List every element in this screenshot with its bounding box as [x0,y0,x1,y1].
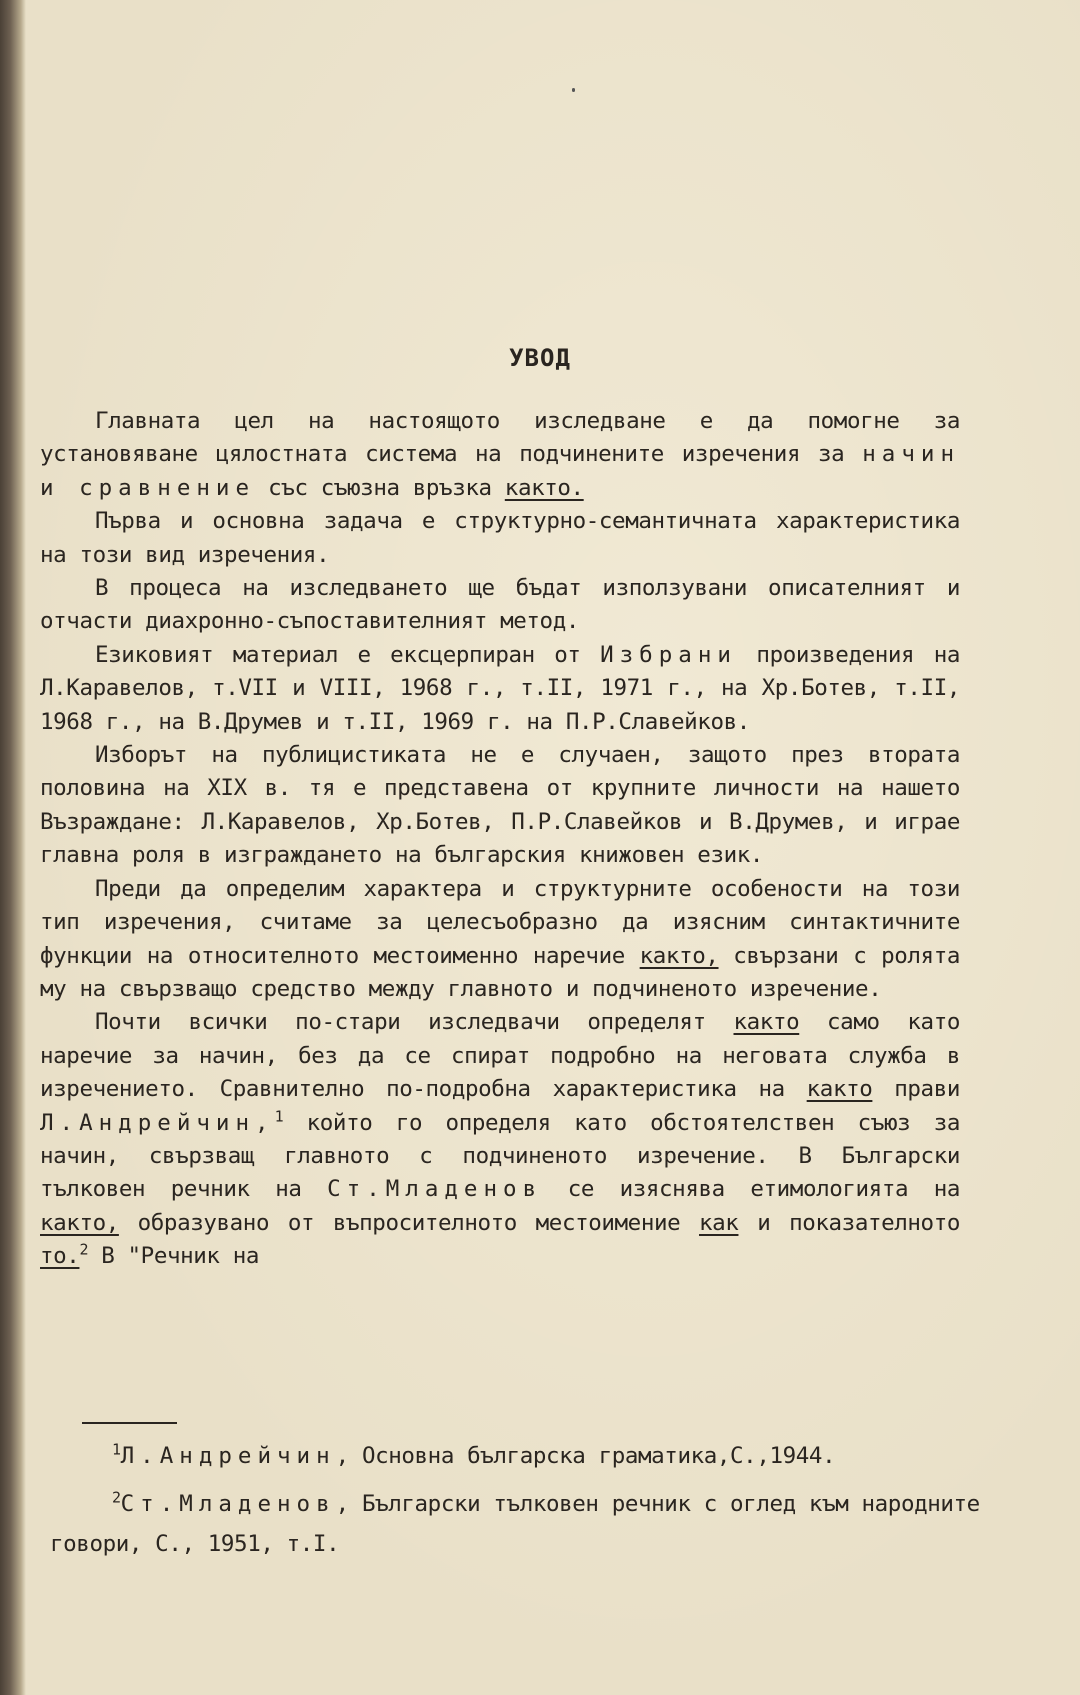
main-text [40,405,960,1274]
paragraph-6-text-a: Преди да определим характера и структурните особености на този тип изречения, считаме за целесъобразно да изясним синтактичните функции на относителното местоименно наречие [40,875,960,969]
paragraph-6-text-c: свързани с ролята му на свързващо средство между главното и подчиненото изречение. [40,942,960,1002]
footnote-2 [50,1484,980,1564]
paragraph-7-text-c: само като наречие за начин, без да се спират подробно на неговата служба в изречението. Сравнително по-подробна характеристика на [40,1009,960,1103]
paragraph-1-text-c: със съюзна връзка [255,474,505,501]
paragraph-7-author-mladenov: Ст.Младенов [327,1176,543,1203]
footnote-1-number: 1 [112,1440,121,1459]
footnote-ref-2: 2 [79,1240,89,1259]
footnote-divider [82,1422,177,1424]
paragraph-5: Изборът на публицистиката не е случаен, защото през втората половина на XIX в. тя е представена от крупните личности на нашето Възраждане: Л.Каравелов, Хр.Ботев, П.Р.Славейков и В.Друмев, и играе главна роля в изграждането на българския книжовен език. [40,742,960,869]
paragraph-4-spaced-term: Избрани [600,641,737,668]
paragraph-7-underlined-kakto-3: както, [40,1209,119,1236]
paragraph-7-text-q: В "Речник на [88,1243,259,1270]
footnote-2-number: 2 [112,1488,121,1507]
paragraph-1 [40,405,960,505]
paragraph-7-text-h: който го определя като обстоятелствен съюз за начин, свързващ главното с подчиненото изречение. В Български тълковен речник на [40,1109,960,1203]
paragraph-1-spaced-term: начин и сравнение [40,441,960,501]
paragraph-4-text-c: произведения на Л.Каравелов, т.VII и VIII, 1968 г., т.II, 1971 г., на Хр.Ботев, т.II, 1968 г., на В.Друмев и т.II, 1969 г. на П.Р.Славейков. [40,641,960,735]
paragraph-7-text-j: се изяснява етимологията на [542,1176,960,1203]
paragraph-7 [40,1006,960,1273]
footnote-2-author: Ст.Младенов [120,1491,336,1517]
paragraph-7-underlined-kak: как [699,1209,739,1236]
paragraph-1-text-a: Главната цел на настоящото изследване е да помогне за установяване цялостната система на подчинените изречения за [40,408,960,468]
footnote-1-citation: , Основна българска граматика,С.,1944. [335,1443,836,1469]
paragraph-7-text-n: и показателното [738,1209,960,1236]
paragraph-6 [40,873,960,1007]
paragraph-4 [40,639,960,739]
paragraph-3: В процеса на изследването ще бъдат използувани описателният и отчасти диахронно-съпоставителният метод. [40,575,960,635]
footnote-ref-1: 1 [274,1107,284,1126]
paragraph-7-text-a: Почти всички по-стари изследвачи определят [95,1009,734,1036]
paragraph-7-text-e: прави [872,1076,960,1103]
section-heading: УВОД [509,344,571,372]
paragraph-6-underlined-kakto: както, [639,942,719,969]
paragraph-7-text-l: образувано от въпросителното местоимение [118,1209,700,1236]
paragraph-7-author-andreychin: Л.Андрейчин, [40,1109,275,1136]
paragraph-7-underlined-to: то. [40,1243,80,1270]
paragraph-1-underlined-kakto: както. [504,474,584,501]
footnotes [50,1426,980,1564]
footnote-1 [50,1436,980,1476]
paragraph-7-underlined-kakto-2: както [806,1076,873,1103]
ink-speck [572,88,575,92]
book-binding-edge [0,0,26,1695]
paragraph-2: Първа и основна задача е структурно-семантичната характеристика на този вид изречения. [40,508,960,568]
paragraph-7-underlined-kakto-1: както [733,1009,800,1036]
footnote-2-citation: , Български тълковен речник с оглед към народните говори, С., 1951, т.I. [50,1491,980,1557]
paragraph-4-text-a: Езиковият материал е ексцерпиран от [95,641,601,668]
footnote-1-author: Л.Андрейчин [120,1443,336,1469]
